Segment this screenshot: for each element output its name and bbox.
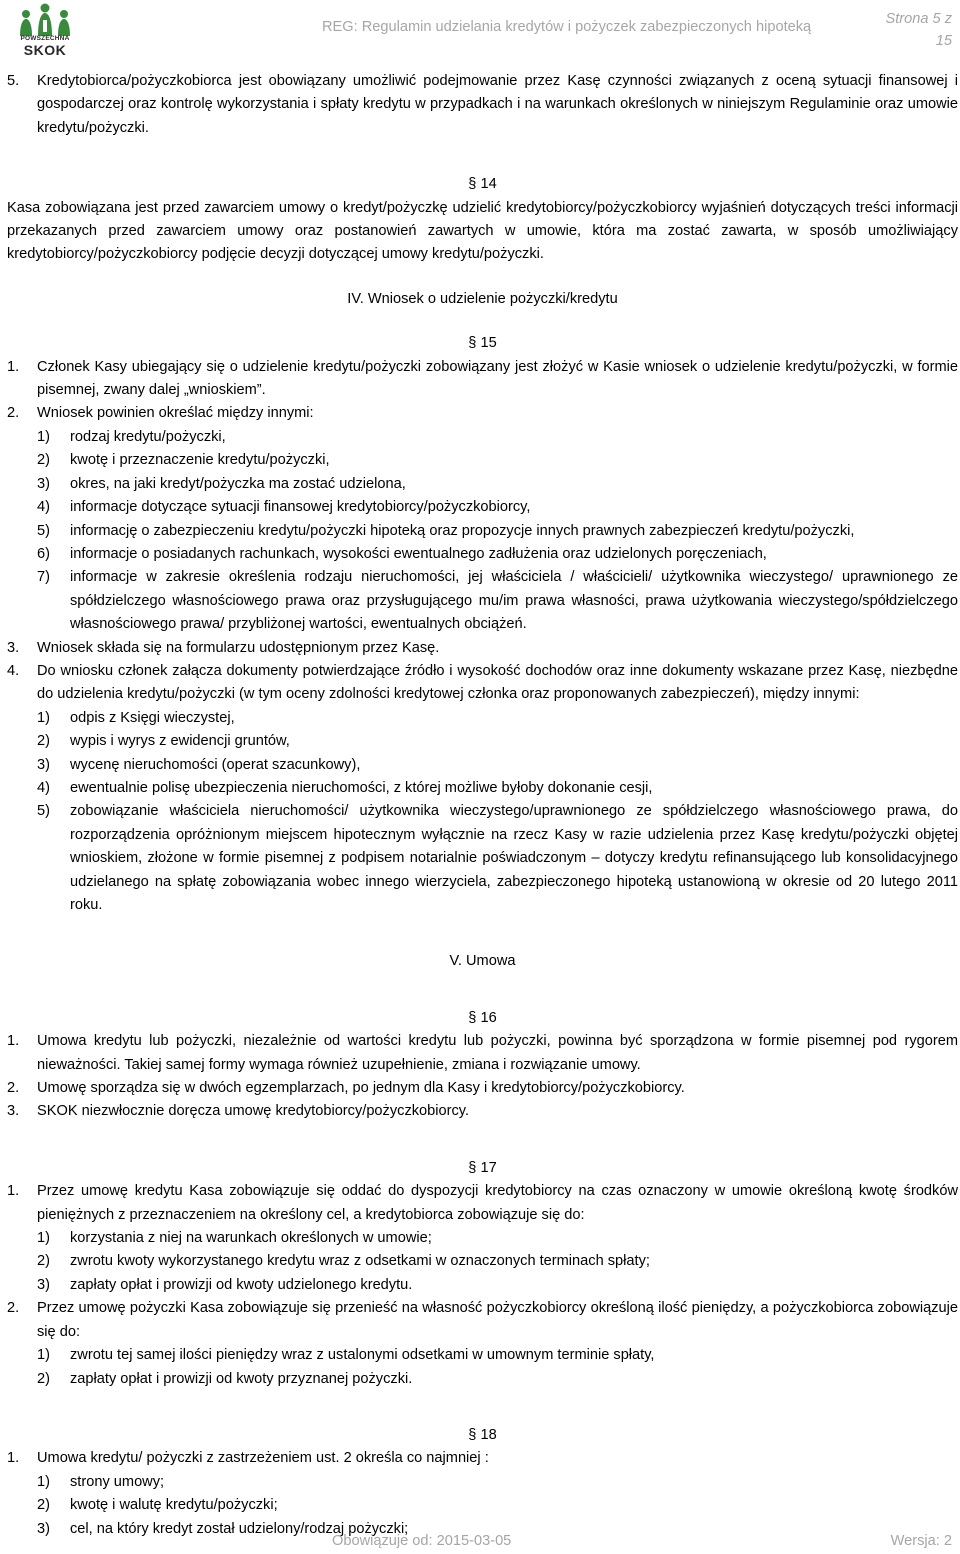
item-text: Wniosek powinien określać między innymi: [37,405,314,422]
item-number: 2) [37,1370,50,1387]
item-number: 1) [37,1230,50,1247]
list-item [37,1494,958,1517]
list-item [37,520,958,543]
list-item [37,800,958,917]
item-number: 5. [7,73,20,89]
item-text: odpis z Księgi wieczystej, [70,709,235,726]
list-item [37,566,958,636]
paragraph-item [7,1180,958,1227]
item-text: rodzaj kredytu/pożyczki, [70,428,226,445]
item-text: informacje o posiadanych rachunkach, wysokości ewentualnego zadłużenia oraz udzielonych poręczeniach, [70,545,767,562]
item-number: 5) [37,803,50,820]
page-label: Strona 5 z [885,11,952,27]
item-number: 3) [37,1520,50,1537]
chapter-4-heading: IV. Wniosek o udzielenie pożyczki/kredytu [347,290,618,307]
paragraph-item [7,402,958,425]
item-text: strony umowy; [70,1473,165,1490]
item-number: 2) [37,1253,50,1270]
item-text: Umowa kredytu/ pożyczki z zastrzeżeniem ust. 2 określa co najmniej : [37,1450,489,1467]
list-item [37,1250,958,1273]
valid-from-date: Obowiązuje od: 2015-03-05 [332,1533,512,1549]
sub-list [7,1227,958,1297]
item-text: cel, na który kredyt został udzielony/rodzaj pożyczki; [70,1520,409,1537]
paragraph-item [7,1100,958,1123]
document-body [7,70,958,1541]
document-version: Wersja: 2 [890,1533,952,1549]
item-number: 4) [37,499,50,516]
paragraph-item [7,70,958,140]
item-number: 2. [7,1300,20,1317]
item-text: SKOK niezwłocznie doręcza umowę kredytobiorcy/pożyczkobiorcy. [37,1103,470,1120]
item-number: 3. [7,639,20,656]
list-item [37,1274,958,1297]
item-text: Kredytobiorca/pożyczkobiorca jest obowiązany umożliwić podejmowanie przez Kasę czynności związanych z oceną sytuacji finansowej i gospodarczej oraz kontrolę wykorzystania i spłaty kredytu w przypadkach i na warunkach określonych w niniejszym Regulaminie oraz umowie kredytu/pożyczki. [37,73,958,136]
list-item [37,730,958,753]
item-text: wypis i wyrys z ewidencji gruntów, [70,733,290,750]
list-item [37,1368,958,1391]
item-text: zwrotu tej samej ilości pieniędzy wraz z ustalonymi odsetkami w umownym terminie spłaty, [70,1347,655,1364]
section-14-heading: § 14 [468,176,497,193]
paragraph-item [7,356,958,403]
paragraph-item [7,1297,958,1344]
logo-title: SKOK [23,42,67,58]
item-text: zobowiązanie właściciela nieruchomości/ użytkownika wieczystego/uprawnionego ze spółdzielczego własnościowego prawa, do rozporządzenia opróżnionym miejscem hipotecznym wyłącznie na rzecz Kasy w razie udzielenia przez Kasę kredytu/pożyczki objętej wnioskiem, złożone w formie pisemnej z podpisem notarialnie poświadczonym – dotyczy kredytu refinansującego lub konsolidacyjnego udzielanego na spłatę zobowiązania wobec innego wierzyciela, zabezpieczonego hipoteką ustanowioną w okresie od 20 lutego 2011 roku. [70,803,958,913]
list-item [37,707,958,730]
list-item [37,473,958,496]
item-text: zwrotu kwoty wykorzystanego kredytu wraz z odsetkami w oznaczonych terminach spłaty; [70,1253,650,1270]
sub-list [7,707,958,918]
skok-logo [14,2,76,58]
item-text: Przez umowę pożyczki Kasa zobowiązuje się przenieść na własność pożyczkobiorcy określoną ilość pieniędzy, a pożyczkobiorca zobowiązuje się do: [37,1300,958,1340]
item-text: Do wniosku członek załącza dokumenty potwierdzające źródło i wysokość dochodów oraz inne dokumenty wskazane przez Kasę, niezbędne do udzielenia kredytu/pożyczki (w tym oceny zdolności kredytowej członka oraz proponowanych zabezpieczeń), między innymi: [37,662,958,703]
page-number [885,8,952,52]
item-text: informacje w zakresie określenia rodzaju nieruchomości, jej właściciela / właścicieli/ użytkownika wieczystego/ uprawnionego ze spółdzielczego własnościowego prawa oraz przysługującego mu/im prawa własności, prawa użytkowania wieczystego/spółdzielczego własnościowego prawa/ przybliżonej wartości, ewentualnych obciążeń. [70,569,958,633]
list-item [37,426,958,449]
paragraph-item [7,660,958,707]
item-text: korzystania z niej na warunkach określonych w umowie; [70,1230,432,1247]
item-text: Przez umowę kredytu Kasa zobowiązuje się oddać do dyspozycji kredytobiorcy na czas oznaczony w umowie określoną kwotę środków pieniężnych z przeznaczeniem na określony cel, a kredytobiorca zobowiązuje się do: [37,1183,958,1223]
item-number: 1. [7,1183,20,1200]
item-number: 3. [7,1103,20,1120]
document-title: REG: Regulamin udzielania kredytów i pożyczek zabezpieczonych hipoteką [322,19,812,35]
list-item [37,543,958,566]
item-text: zapłaty opłat i prowizji od kwoty udzielonego kredytu. [70,1276,413,1293]
section-15-heading: § 15 [468,335,497,352]
item-number: 1. [7,1450,20,1467]
sub-list [7,426,958,637]
item-number: 1) [37,1473,50,1490]
item-number: 2. [7,405,20,422]
section-16-heading: § 16 [468,1009,497,1026]
item-text: zapłaty opłat i prowizji od kwoty przyznanej pożyczki. [70,1370,413,1387]
item-text: kwotę i walutę kredytu/pożyczki; [70,1497,278,1514]
list-item [37,777,958,800]
item-number: 1) [37,1347,50,1364]
item-text: Umowa kredytu lub pożyczki, niezależnie od wartości kredytu lub pożyczki, powinna być sporządzona w formie pisemnej pod rygorem nieważności. Takiej samej formy wymaga również uzupełnienie, zmiana i rozwiązanie umowy. [37,1033,958,1073]
section-17-heading: § 17 [468,1159,497,1176]
item-number: 2) [37,733,50,750]
list-item [37,496,958,519]
item-text: Członek Kasy ubiegający się o udzielenie kredytu/pożyczki zobowiązany jest złożyć w Kasie wniosek o udzielenie kredytu/pożyczki, w formie pisemnej, zwany dalej „wnioskiem”. [37,358,958,399]
sub-list [7,1344,958,1391]
item-number: 3) [37,756,50,773]
page-header [0,0,960,60]
item-number: 3) [37,475,50,492]
item-text: wycenę nieruchomości (operat szacunkowy), [70,756,361,773]
list-item [37,1471,958,1494]
item-text: informacje dotyczące sytuacji finansowej kredytobiorcy/pożyczkobiorcy, [70,499,531,516]
paragraph-item [7,1030,958,1077]
item-number: 1) [37,709,50,726]
item-text: kwotę i przeznaczenie kredytu/pożyczki, [70,452,330,469]
logo-subtitle: POWSZECHNA [20,35,70,42]
page-footer [0,1530,960,1554]
item-text: informację o zabezpieczeniu kredytu/pożyczki hipoteką oraz propozycje innych prawnych zabezpieczeń kredytu/pożyczki, [70,522,855,539]
paragraph-item [7,1077,958,1100]
section-18-heading: § 18 [468,1426,497,1443]
item-number: 2. [7,1080,20,1097]
item-number: 2) [37,452,50,469]
list-item [37,1344,958,1367]
item-number: 6) [37,545,50,562]
item-text: Wniosek składa się na formularzu udostępnionym przez Kasę. [37,639,440,656]
chapter-5-heading: V. Umowa [449,953,516,970]
list-item [37,754,958,777]
item-number: 1. [7,1033,20,1050]
item-text: okres, na jaki kredyt/pożyczka ma zostać udzielona, [70,475,406,492]
paragraph-item [7,1447,958,1470]
list-item [37,449,958,472]
item-text: ewentualnie polisę ubezpieczenia nieruchomości, z której możliwe byłoby dokonanie cesji, [70,779,653,796]
paragraph-item [7,637,958,660]
item-number: 1. [7,358,20,375]
page-total: 15 [935,33,952,49]
section-14-text: Kasa zobowiązana jest przed zawarciem umowy o kredyt/pożyczkę udzielić kredytobiorcy/pożyczkobiorcy wyjaśnień dotyczących treści informacji przekazanych przed zawarciem umowy oraz postanowień zawartych w umowie, która ma zostać zawarta, w sposób umożliwiający kredytobiorcy/pożyczkobiorcy podjęcie decyzji dotyczącej umowy kredytu/pożyczki. [7,199,958,263]
item-number: 7) [37,569,50,586]
item-text: Umowę sporządza się w dwóch egzemplarzach, po jednym dla Kasy i kredytobiorcy/pożyczkobiorcy. [37,1080,685,1097]
list-item [37,1227,958,1250]
item-number: 4. [7,662,20,679]
item-number: 4) [37,779,50,796]
item-number: 2) [37,1497,50,1514]
item-number: 5) [37,522,50,539]
item-number: 3) [37,1276,50,1293]
item-number: 1) [37,428,50,445]
